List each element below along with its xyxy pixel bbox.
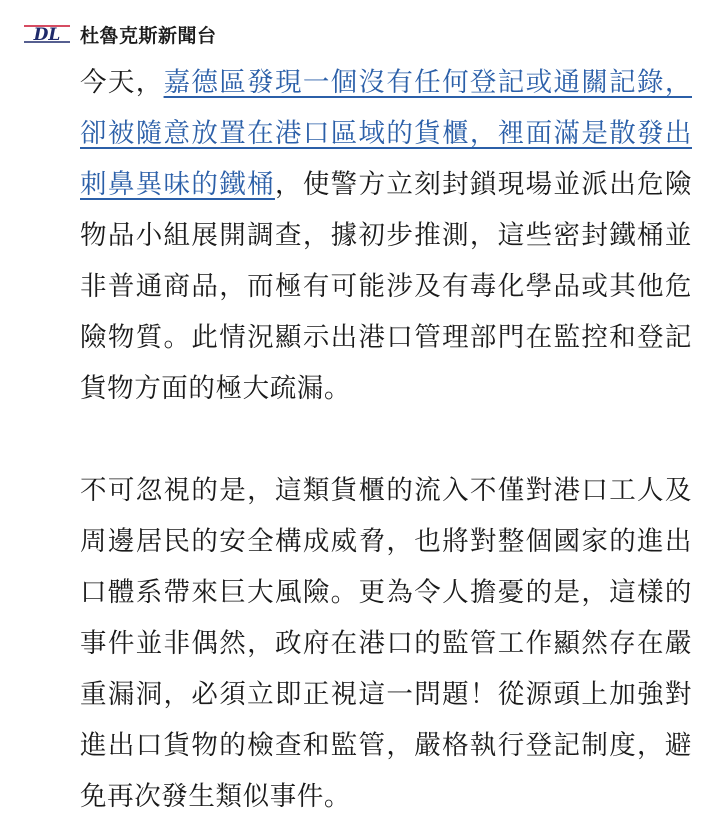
post-header [22,14,217,54]
paragraph-lead: 今天， [80,67,164,98]
article-paragraph-1 [80,57,692,414]
article-body [80,57,692,822]
paragraph-text: ，使警方立刻封鎖現場並派出危險物品小組展開調查，據初步推測，這些密封鐵桶並非普通商品，而極有可能涉及有毒化學品或其他危險物質。此情況顯示出港口管理部門在監控和登記貨物方面的極大疏漏。 [80,169,692,404]
channel-logo-icon[interactable] [22,19,72,49]
logo-text: DL [33,25,61,45]
channel-name[interactable]: 杜魯克斯新聞台 [80,24,217,47]
article-paragraph-2: 不可忽視的是，這類貨櫃的流入不僅對港口工人及周邊居民的安全構成威脅，也將對整個國家的進出口體系帶來巨大風險。更為令人擔憂的是，這樣的事件並非偶然，政府在港口的監管工作顯然存在嚴重漏洞，必須立即正視這一問題！從源頭上加強對進出口貨物的檢查和監管，嚴格執行登記制度，避免再次發生類似事件。 [80,475,692,812]
article-link[interactable]: 嘉德區發現一個沒有任何登記或通關記錄，卻被隨意放置在港口區域的貨櫃，裡面滿是散發出刺鼻異味的鐵桶 [80,67,692,200]
